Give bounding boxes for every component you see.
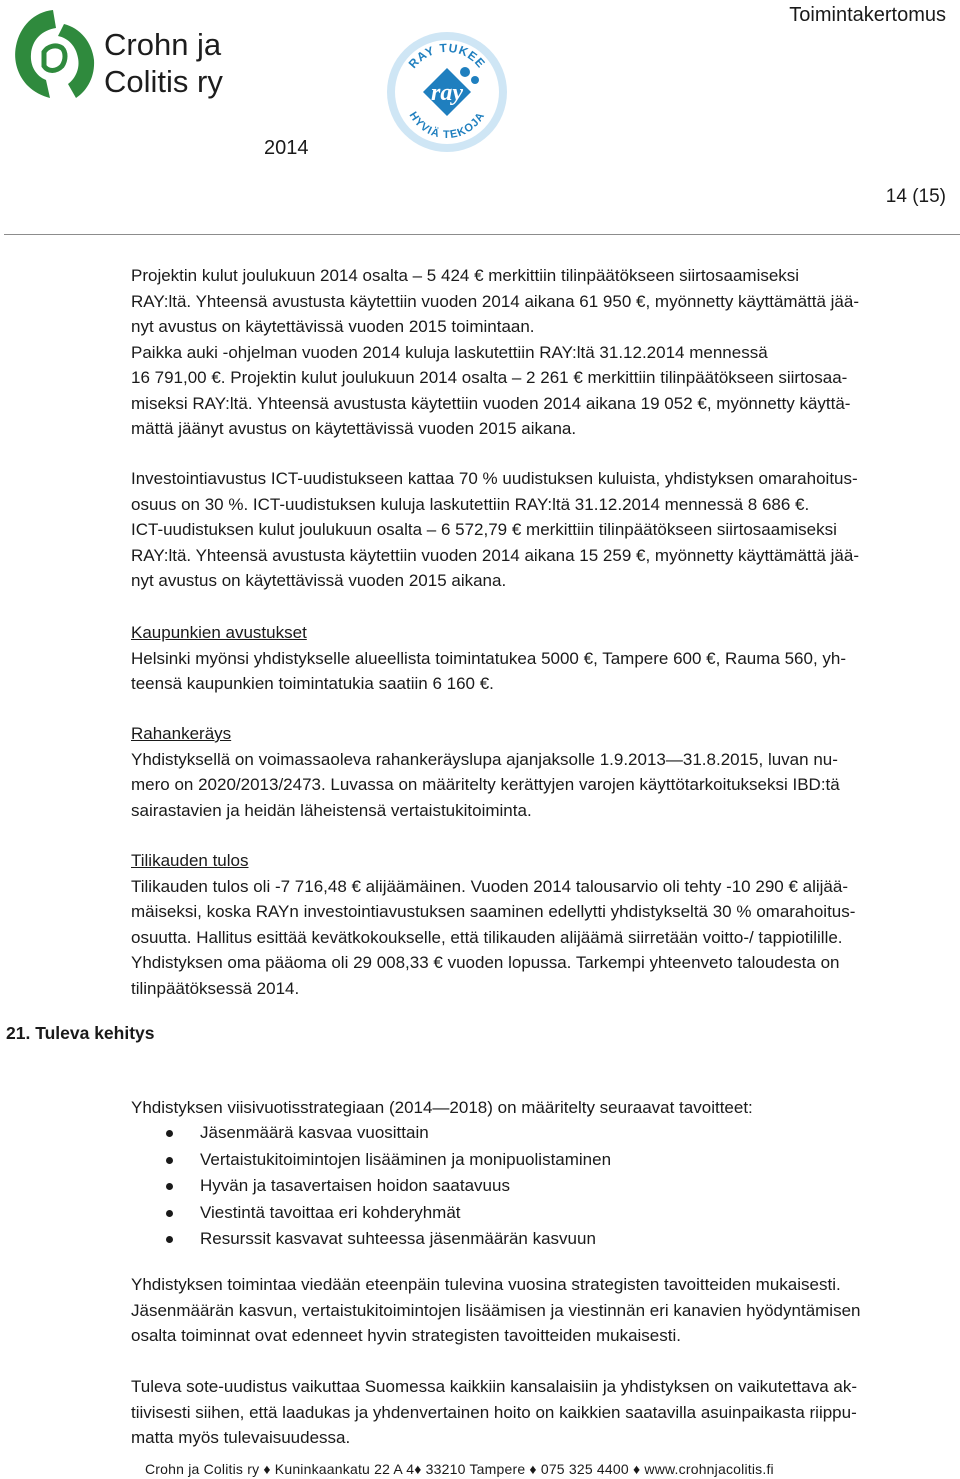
text-line: 16 791,00 €. Projektin kulut joulukuun 2014 osalta – 2 261 € merkittiin tilinpäätökseen siirtosaa- bbox=[131, 368, 848, 387]
section-heading-future: 21. Tuleva kehitys bbox=[6, 1023, 155, 1043]
text-line: Helsinki myönsi yhdistykselle alueellista toimintatukea 5000 €, Tampere 600 €, Rauma 560, yh- bbox=[131, 648, 847, 668]
sote-reform-paragraph bbox=[131, 1374, 956, 1451]
header-divider bbox=[4, 234, 960, 235]
list-item: Jäsenmäärä kasvaa vuosittain bbox=[131, 1120, 611, 1147]
text-line: mero on 2020/2013/2473. Luvassa on määritelty kerättyjen varojen käyttötarkoitukseksi IBD:tä bbox=[131, 775, 840, 794]
text-line: ICT-uudistuksen kulut joulukuun osalta – 6 572,79 € merkittiin tilinpäätökseen siirtosaamiseksi bbox=[131, 520, 837, 539]
text-line: miseksi RAY:ltä. Yhteensä avustusta käytettiin vuoden 2014 aikana 19 052 €, myönnetty käyttä- bbox=[131, 393, 851, 413]
fundraising-section bbox=[131, 721, 956, 823]
strategy-intro bbox=[131, 1095, 956, 1121]
text-line: Jäsenmäärän kasvun, vertaistukitoimintojen lisäämisen ja viestinnän eri kanavien hyödyntämisen bbox=[131, 1300, 861, 1320]
text-line: osuus on 30 %. ICT-uudistuksen kuluja laskutettiin RAY:ltä 31.12.2014 mennessä 8 686 €. bbox=[131, 494, 810, 514]
text-line: Tilikauden tulos oli -7 716,48 € alijäämäinen. Vuoden 2014 talousarvio oli tehty -10 290 € alijää- bbox=[131, 876, 848, 896]
org-logo-text bbox=[104, 26, 223, 100]
list-item: Resurssit kasvavat suhteessa jäsenmäärän kasvuun bbox=[131, 1226, 611, 1253]
org-logo-mark bbox=[6, 6, 96, 102]
ray-projects-paragraph bbox=[131, 263, 956, 442]
text-line: Tuleva sote-uudistus vaikuttaa Suomessa kaikkiin kansalaisiin ja yhdistyksen on vaikutettava ak- bbox=[131, 1377, 858, 1396]
strategy-progress-paragraph bbox=[131, 1272, 956, 1349]
page-number: 14 (15) bbox=[885, 186, 946, 207]
text-line: matta myös tulevaisuudessa. bbox=[131, 1428, 351, 1447]
text-line: Yhdistyksen oma pääoma oli 29 008,33 € vuoden lopussa. Tarkempi yhteenveto taloudesta on bbox=[131, 953, 840, 972]
svg-text:ray: ray bbox=[431, 80, 463, 106]
text-line: RAY:ltä. Yhteensä avustusta käytettiin vuoden 2014 aikana 61 950 €, myönnetty käyttämättä jää- bbox=[131, 291, 859, 311]
text-line: Yhdistyksellä on voimassaoleva rahankeräyslupa ajanjaksolle 1.9.2013—31.8.2015, luvan nu- bbox=[131, 749, 838, 769]
text-line: Yhdistyksen toimintaa viedään eteenpäin tulevina vuosina strategisten tavoitteiden mukaisesti. bbox=[131, 1275, 841, 1294]
fundraising-heading: Rahankeräys bbox=[131, 724, 232, 743]
svg-text:HYVIÄ TEKOJA: HYVIÄ TEKOJA bbox=[406, 109, 488, 142]
page-footer: Crohn ja Colitis ry ♦ Kuninkaankatu 22 A 4♦ 33210 Tampere ♦ 075 325 4400 ♦ www.crohnjacolitis.fi bbox=[145, 1461, 774, 1477]
text-line: Investointiavustus ICT-uudistukseen kattaa 70 % uudistuksen kuluista, yhdistyksen omarahoitus- bbox=[131, 469, 858, 488]
text-line: osuutta. Hallitus esittää kevätkokoukselle, että tilikauden alijäämä siirretään voitto-/ tappiotilille. bbox=[131, 927, 843, 947]
org-name-line1: Crohn ja bbox=[104, 27, 222, 62]
text-line: osalta toiminnat ovat edenneet hyvin strategisten tavoitteiden mukaisesti. bbox=[131, 1326, 681, 1345]
document-title: Toimintakertomus bbox=[789, 4, 946, 26]
text-line: sairastavien ja heidän läheistensä vertaistukitoiminta. bbox=[131, 800, 532, 820]
financial-result-section bbox=[131, 848, 956, 1001]
text-line: teensä kaupunkien toimintatukia saatiin 6 160 €. bbox=[131, 674, 494, 693]
document-year: 2014 bbox=[264, 137, 309, 159]
city-grants-section bbox=[131, 620, 956, 697]
org-name-line2: Colitis ry bbox=[104, 64, 223, 99]
text-line: Projektin kulut joulukuun 2014 osalta – 5 424 € merkittiin tilinpäätökseen siirtosaamiseksi bbox=[131, 266, 800, 285]
city-grants-heading: Kaupunkien avustukset bbox=[131, 623, 307, 642]
strategy-goals-list bbox=[131, 1120, 611, 1253]
text-line: nyt avustus on käytettävissä vuoden 2015 aikana. bbox=[131, 571, 507, 590]
list-item: Vertaistukitoimintojen lisääminen ja monipuolistaminen bbox=[131, 1147, 611, 1174]
text-line: tilinpäätöksessä 2014. bbox=[131, 978, 300, 998]
text-line: mäiseksi, koska RAYn investointiavustuksen saaminen edellytti yhdistykseltä 30 % omarahoitus- bbox=[131, 902, 856, 921]
financial-result-heading: Tilikauden tulos bbox=[131, 851, 249, 870]
list-item: Hyvän ja tasavertaisen hoidon saatavuus bbox=[131, 1173, 611, 1200]
text-line: Yhdistyksen viisivuotisstrategiaan (2014—2018) on määritelty seuraavat tavoitteet: bbox=[131, 1098, 753, 1117]
svg-text:RAY TUKEE: RAY TUKEE bbox=[405, 40, 489, 72]
text-line: Paikka auki -ohjelman vuoden 2014 kuluja laskutettiin RAY:ltä 31.12.2014 mennessä bbox=[131, 342, 768, 362]
text-line: tiivisesti siihen, että laadukas ja yhdenvertainen hoito on kaikkien saatavilla asuinpaikasta riippu- bbox=[131, 1402, 857, 1422]
text-line: RAY:ltä. Yhteensä avustusta käytettiin vuoden 2014 aikana 15 259 €, myönnetty käyttämättä jää- bbox=[131, 545, 859, 565]
ray-logo bbox=[385, 30, 509, 154]
ict-investment-paragraph bbox=[131, 466, 956, 594]
text-line: nyt avustus on käytettävissä vuoden 2015 toimintaan. bbox=[131, 317, 535, 336]
list-item: Viestintä tavoittaa eri kohderyhmät bbox=[131, 1200, 611, 1227]
text-line: mättä jäänyt avustus on käytettävissä vuoden 2015 aikana. bbox=[131, 419, 577, 438]
